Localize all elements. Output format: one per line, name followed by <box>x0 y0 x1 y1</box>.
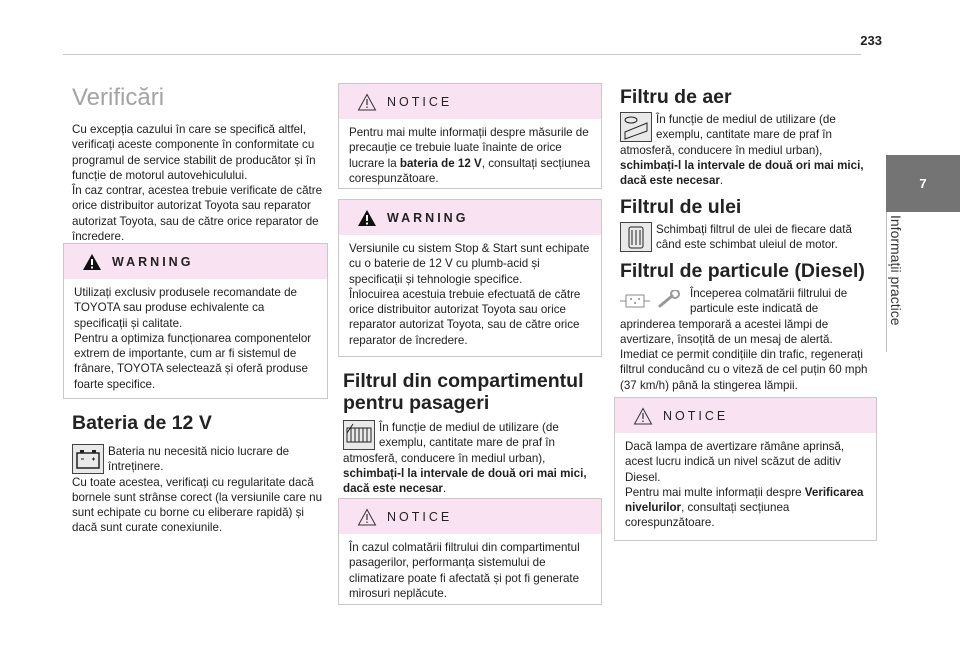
notice-title: NOTICE <box>663 408 729 423</box>
chapter-label-text: Informații practice <box>888 215 904 326</box>
intro-paragraph-2: În caz contrar, acestea trebuie verificate de către orice distribuitor autorizat Toyota sau reparator autorizat Toyota, sau de către orice reparator de încredere. <box>72 184 323 244</box>
warning-box-header <box>339 200 601 235</box>
battery-text-2: Cu toate acestea, verificați cu regularitate dacă bornele sunt strânse corect (la versiunile care nu sunt echipate cu borne cu eliberare rapidă) și dacă sunt curate conexiunile. <box>72 475 323 535</box>
particle-filter-text: Începerea colmatării filtrului de particule este indicată de aprinderea temporară a acestei lămpi de avertizare, însoțită de un mesaj de alertă. Imediat ce permit condițiile din trafic, regenerați filtrul conducând cu o viteză de cel puțin 60 mph (37 km/h) până la stingerea lămpii. <box>620 287 868 392</box>
cabin-heading-line-2: pentru pasageri <box>343 392 490 414</box>
warning-text-1: Utilizați exclusiv produsele recomandate de TOYOTA sau produse echivalente ca specificații și calitate. <box>74 286 297 330</box>
chapter-number-tab <box>886 155 960 212</box>
intro-paragraph-1: Cu excepția cazului în care se specifică altfel, verificați aceste componente în conformitate cu programul de service stabilit de producător și în funcție de motorul autovehiculului. <box>72 123 316 182</box>
battery-text-1: Bateria nu necesită nicio lucrare de întreținere. <box>108 445 290 474</box>
chapter-label <box>888 215 922 355</box>
air-filter-heading: Filtru de aer <box>620 86 732 108</box>
cabin-filter-text <box>343 420 600 496</box>
notice3-text-2 <box>625 485 866 531</box>
notice-title: NOTICE <box>387 509 453 524</box>
warning-triangle-icon <box>82 253 102 271</box>
notice-triangle-icon <box>357 508 377 526</box>
oil-filter-section <box>620 196 872 253</box>
notice-triangle-icon <box>357 93 377 111</box>
particle-filter-icons <box>620 286 684 314</box>
notice-box-1 <box>338 83 602 189</box>
oil-filter-icon <box>620 222 652 252</box>
notice-text-bold: bateria de 12 V <box>399 156 482 170</box>
column-1 <box>72 84 327 244</box>
notice3-text-bold: Verificarea nivelurilor <box>625 485 864 515</box>
warning-text-2: Pentru a optimiza funcționarea componentelor extrem de importante, cum ar fi sistemul de frânare, TOYOTA selectează și oferă produse foarte specifice. <box>74 331 312 391</box>
notice-box-header <box>339 84 601 119</box>
cabin-text-post: . <box>442 482 447 496</box>
top-rule <box>63 54 861 55</box>
air-text-pre: În funcție de mediul de utilizare (de exemplu, cantitate mare de praf în atmosferă, conducere în mediul urban), <box>620 113 836 157</box>
warning-title: WARNING <box>387 210 469 225</box>
notice-title: NOTICE <box>387 94 453 109</box>
notice-text-pre: Pentru mai multe informații despre măsurile de precauție ce trebuie luate înainte de orice lucrare la <box>349 126 589 170</box>
section-heading-verificari: Verificări <box>72 84 165 111</box>
battery-heading: Bateria de 12 V <box>72 412 212 434</box>
wrench-icon <box>658 290 682 310</box>
page-number: 233 <box>860 33 882 48</box>
air-text-post: . <box>719 174 724 188</box>
notice-box-header <box>615 398 876 433</box>
warning-triangle-icon <box>357 209 377 227</box>
warning-box-2 <box>338 199 602 357</box>
notice-text-1 <box>349 125 591 186</box>
oil-filter-heading: Filtrul de ulei <box>620 196 742 218</box>
notice-text-post: , consultați secțiunea corespunzătoare. <box>349 156 591 185</box>
side-tab-divider <box>886 212 887 352</box>
notice3-text-post: , consultați secțiunea corespunzătoare. <box>625 501 790 530</box>
particle-filter-lamp-icon <box>620 290 654 312</box>
cabin-heading-line-1: Filtrul din compartimentul <box>343 370 584 392</box>
warning-box-header <box>64 244 327 279</box>
warning-title: WARNING <box>112 254 194 269</box>
air-filter-text <box>620 112 872 188</box>
battery-section <box>72 412 327 536</box>
air-filter-section <box>620 86 872 188</box>
warning-box-1 <box>63 243 328 399</box>
warning2-text-2: Înlocuirea acestuia trebuie efectuată de către orice distribuitor autorizat Toyota sau orice reparator autorizat Toyota, sau de către orice reparator de încredere. <box>349 287 581 347</box>
cabin-filter-icon <box>343 420 375 450</box>
notice-box-header <box>339 499 601 534</box>
notice2-text: În cazul colmatării filtrului din compartimentul pasagerilor, performanța sistemului de climatizare poate fi afectată și pot fi generate mirosuri neplăcute. <box>349 541 580 600</box>
air-filter-icon <box>620 112 652 142</box>
cabin-text-bold: schimbați-l la intervale de două ori mai mici, dacă este necesar <box>343 466 587 496</box>
cabin-text-pre: În funcție de mediul de utilizare (de exemplu, cantitate mare de praf în atmosferă, conducere în mediul urban), <box>343 421 559 465</box>
chapter-number: 7 <box>919 176 927 191</box>
notice-triangle-icon <box>633 407 653 425</box>
warning2-text-1: Versiunile cu sistem Stop & Start sunt echipate cu o baterie de 12 V cu plumb-acid și specificații și tehnologie specifice. <box>349 242 590 286</box>
particle-filter-heading: Filtrul de particule (Diesel) <box>620 260 865 282</box>
notice3-text-pre: Pentru mai multe informații despre <box>625 485 805 499</box>
notice3-text-1: Dacă lampa de avertizare rămâne aprinsă, acest lucru indică un nivel scăzut de aditiv Diesel. <box>625 440 845 484</box>
cabin-filter-heading <box>343 370 600 414</box>
notice-box-3 <box>614 397 877 541</box>
air-text-bold: schimbați-l la intervale de două ori mai mici, dacă este necesar <box>620 158 864 188</box>
battery-icon <box>72 444 104 474</box>
cabin-filter-section <box>343 370 600 496</box>
notice-box-2 <box>338 498 602 605</box>
particle-filter-section <box>620 260 872 393</box>
oil-filter-text: Schimbați filtrul de ulei de fiecare dată când este schimbat uleiul de motor. <box>656 223 852 252</box>
